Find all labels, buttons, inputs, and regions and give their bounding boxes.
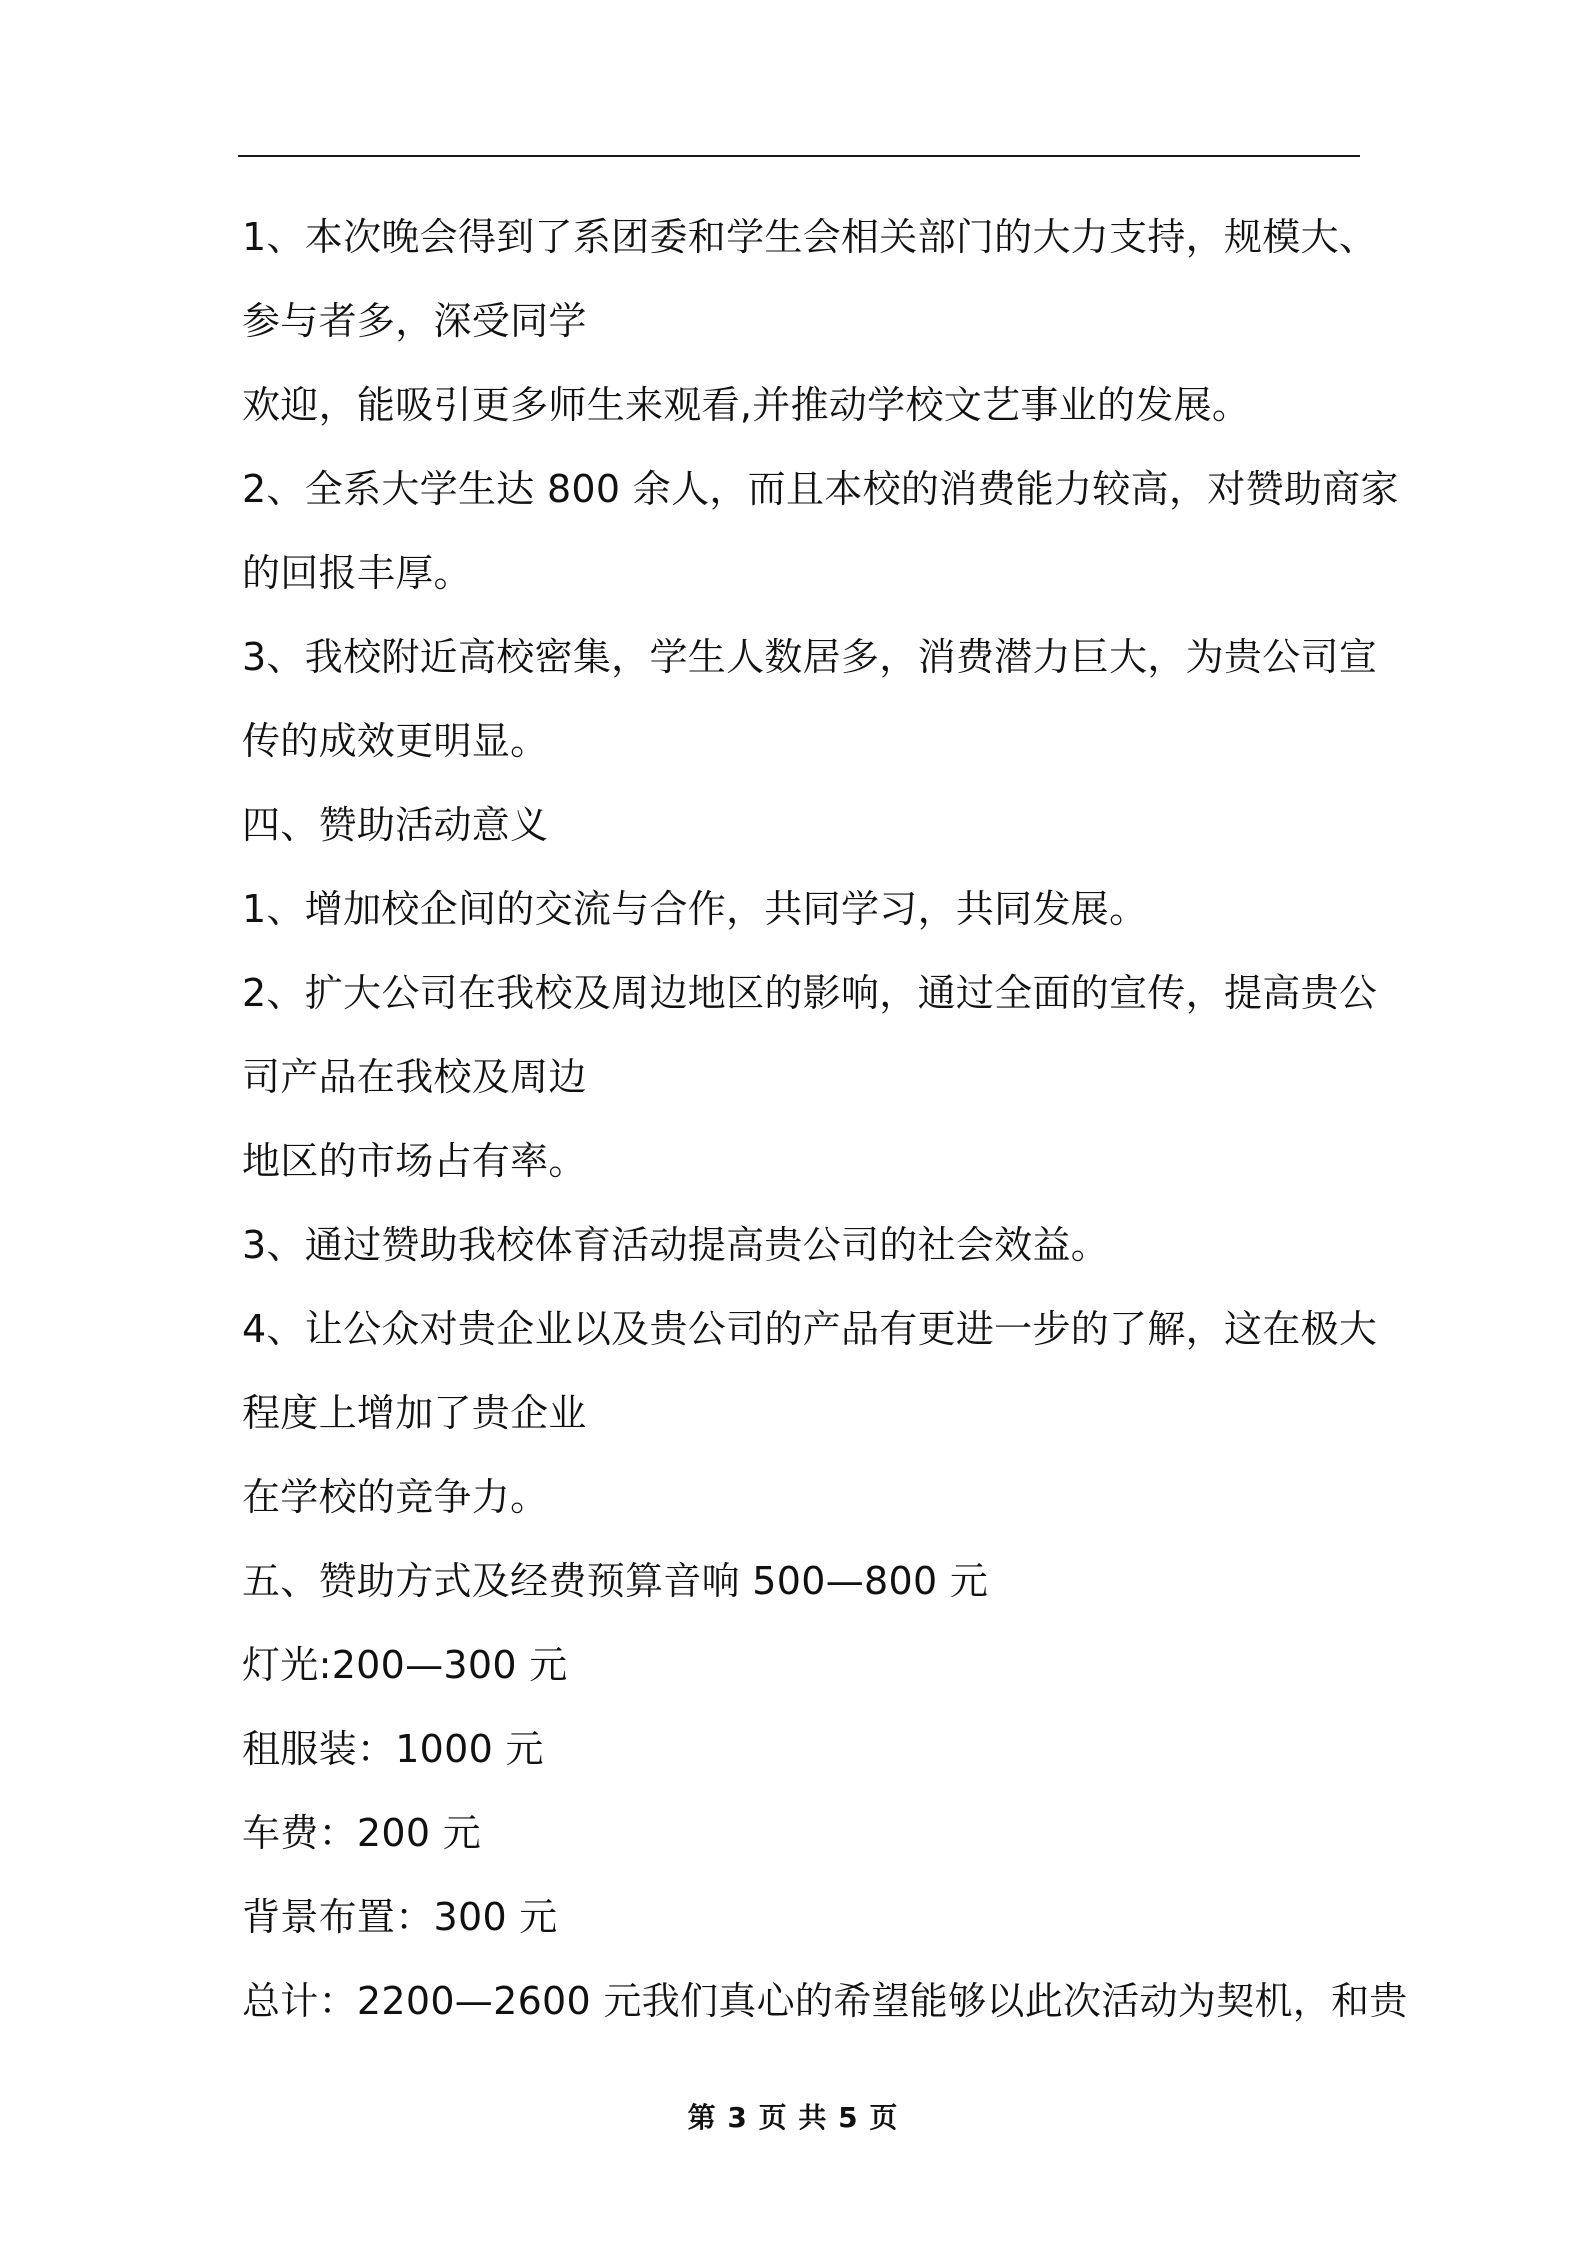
budget-item: 租服装：1000 元 <box>242 1727 544 1771</box>
budget-item: 车费：200 元 <box>242 1811 482 1855</box>
text-line: 1、本次晚会得到了系团委和学生会相关部门的大力支持，规模大、 <box>242 215 1378 259</box>
header-rule <box>238 155 1360 157</box>
text-line: 2、全系大学生达 800 余人，而且本校的消费能力较高，对赞助商家 <box>242 467 1399 511</box>
text-line: 3、通过赞助我校体育活动提高贵公司的社会效益。 <box>242 1223 1110 1267</box>
text-line: 传的成效更明显。 <box>242 719 549 763</box>
text-line: 2、扩大公司在我校及周边地区的影响，通过全面的宣传，提高贵公 <box>242 971 1378 1015</box>
budget-item: 背景布置：300 元 <box>242 1895 558 1939</box>
section-heading: 四、赞助活动意义 <box>242 803 549 847</box>
budget-total: 总计：2200—2600 元我们真心的希望能够以此次活动为契机，和贵 <box>242 1979 1408 2023</box>
text-line: 欢迎，能吸引更多师生来观看,并推动学校文艺事业的发展。 <box>242 383 1251 427</box>
text-line: 在学校的竞争力。 <box>242 1475 549 1519</box>
text-line: 的回报丰厚。 <box>242 551 472 595</box>
document-body <box>242 195 1408 2043</box>
page-number: 第 3 页 共 5 页 <box>687 2101 899 2134</box>
text-line: 地区的市场占有率。 <box>242 1139 587 1183</box>
text-line: 参与者多，深受同学 <box>242 299 587 343</box>
text-line: 程度上增加了贵企业 <box>242 1391 587 1435</box>
budget-item: 灯光:200—300 元 <box>242 1643 568 1687</box>
text-line: 4、让公众对贵企业以及贵公司的产品有更进一步的了解，这在极大 <box>242 1307 1378 1351</box>
text-line: 司产品在我校及周边 <box>242 1055 587 1099</box>
section-heading: 五、赞助方式及经费预算音响 500—800 元 <box>242 1559 989 1603</box>
text-line: 1、增加校企间的交流与合作，共同学习，共同发展。 <box>242 887 1148 931</box>
text-line: 3、我校附近高校密集，学生人数居多，消费潜力巨大，为贵公司宣 <box>242 635 1378 679</box>
